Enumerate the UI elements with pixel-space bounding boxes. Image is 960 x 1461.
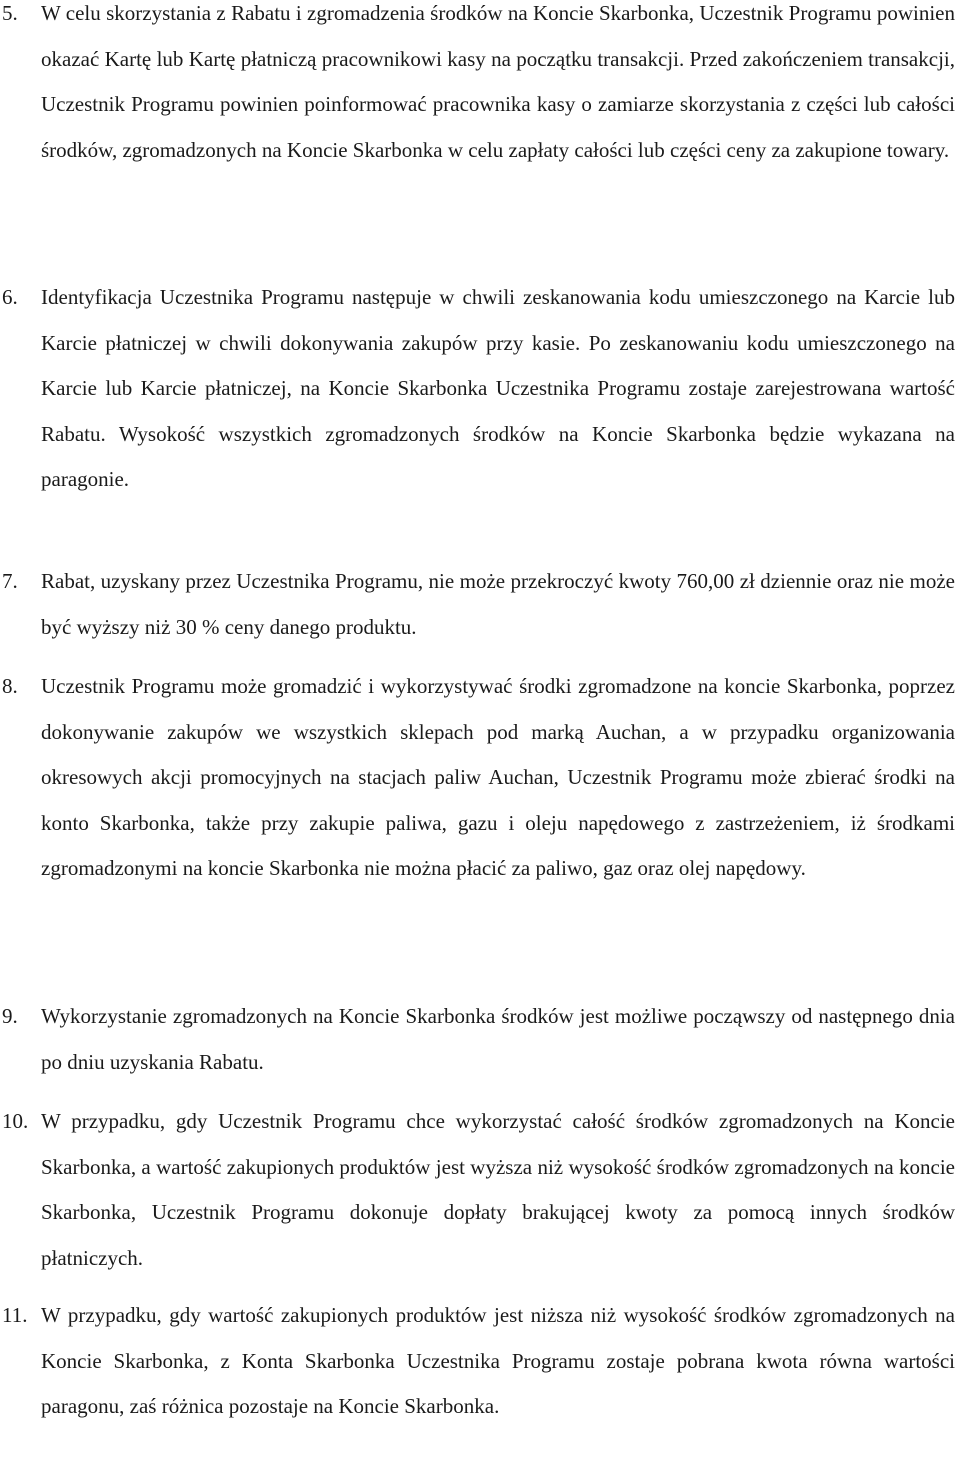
list-item-text: Uczestnik Programu może gromadzić i wykorzystywać środki zgromadzone na koncie Skarbonka, poprzez dokonywanie zakupów we wszystkich sklepach pod marką Auchan, a w przypadku organizowania okresowych akcji promocyjnych na stacjach paliw Auchan, Uczestnik Programu może zbierać środki na konto Skarbonka, także przy zakupie paliwa, gazu i oleju napędowego z zastrzeżeniem, iż środkami zgromadzonymi na koncie Skarbonka nie można płacić za paliwo, gaz oraz olej napędowy. bbox=[41, 674, 955, 880]
list-item-text: W przypadku, gdy Uczestnik Programu chce wykorzystać całość środków zgromadzonych na Koncie Skarbonka, a wartość zakupionych produktów jest wyższa niż wysokość środków zgromadzonych na koncie Skarbonka, Uczestnik Programu dokonuje dopłaty brakującej kwoty za pomocą innych środków płatniczych. bbox=[41, 1109, 955, 1270]
list-item-number: 6. bbox=[2, 285, 18, 309]
list-item-number: 11. bbox=[2, 1303, 28, 1327]
list-item-number: 5. bbox=[2, 1, 18, 25]
list-item-number: 10. bbox=[2, 1109, 29, 1133]
list-item-text: Wykorzystanie zgromadzonych na Koncie Skarbonka środków jest możliwe począwszy od następnego dnia po dniu uzyskania Rabatu. bbox=[41, 1004, 955, 1074]
list-item-number: 9. bbox=[2, 1004, 18, 1028]
list-item-text: Rabat, uzyskany przez Uczestnika Programu, nie może przekroczyć kwoty 760,00 zł dziennie oraz nie może być wyższy niż 30 % ceny danego produktu. bbox=[41, 569, 955, 639]
list-item-text: Identyfikacja Uczestnika Programu następuje w chwili zeskanowania kodu umieszczonego na Karcie lub Karcie płatniczej w chwili dokonywania zakupów przy kasie. Po zeskanowaniu kodu umieszczonego na Karcie lub Karcie płatniczej, na Koncie Skarbonka Uczestnika Programu zostaje zarejestrowana wartość Rabatu. Wysokość wszystkich zgromadzonych środków na Koncie Skarbonka będzie wykazana na paragonie. bbox=[41, 285, 955, 491]
list-item-number: 8. bbox=[2, 674, 18, 698]
list-item-text: W celu skorzystania z Rabatu i zgromadzenia środków na Koncie Skarbonka, Uczestnik Programu powinien okazać Kartę lub Kartę płatniczą pracownikowi kasy na początku transakcji. Przed zakończeniem transakcji, Uczestnik Programu powinien poinformować pracownika kasy o zamiarze skorzystania z części lub całości środków, zgromadzonych na Koncie Skarbonka w celu zapłaty całości lub części ceny za zakupione towary. bbox=[41, 1, 955, 162]
list-item-number: 7. bbox=[2, 569, 18, 593]
list-item-text: W przypadku, gdy wartość zakupionych produktów jest niższa niż wysokość środków zgromadzonych na Koncie Skarbonka, z Konta Skarbonka Uczestnika Programu zostaje pobrana kwota równa wartości paragonu, zaś różnica pozostaje na Koncie Skarbonka. bbox=[41, 1303, 955, 1418]
